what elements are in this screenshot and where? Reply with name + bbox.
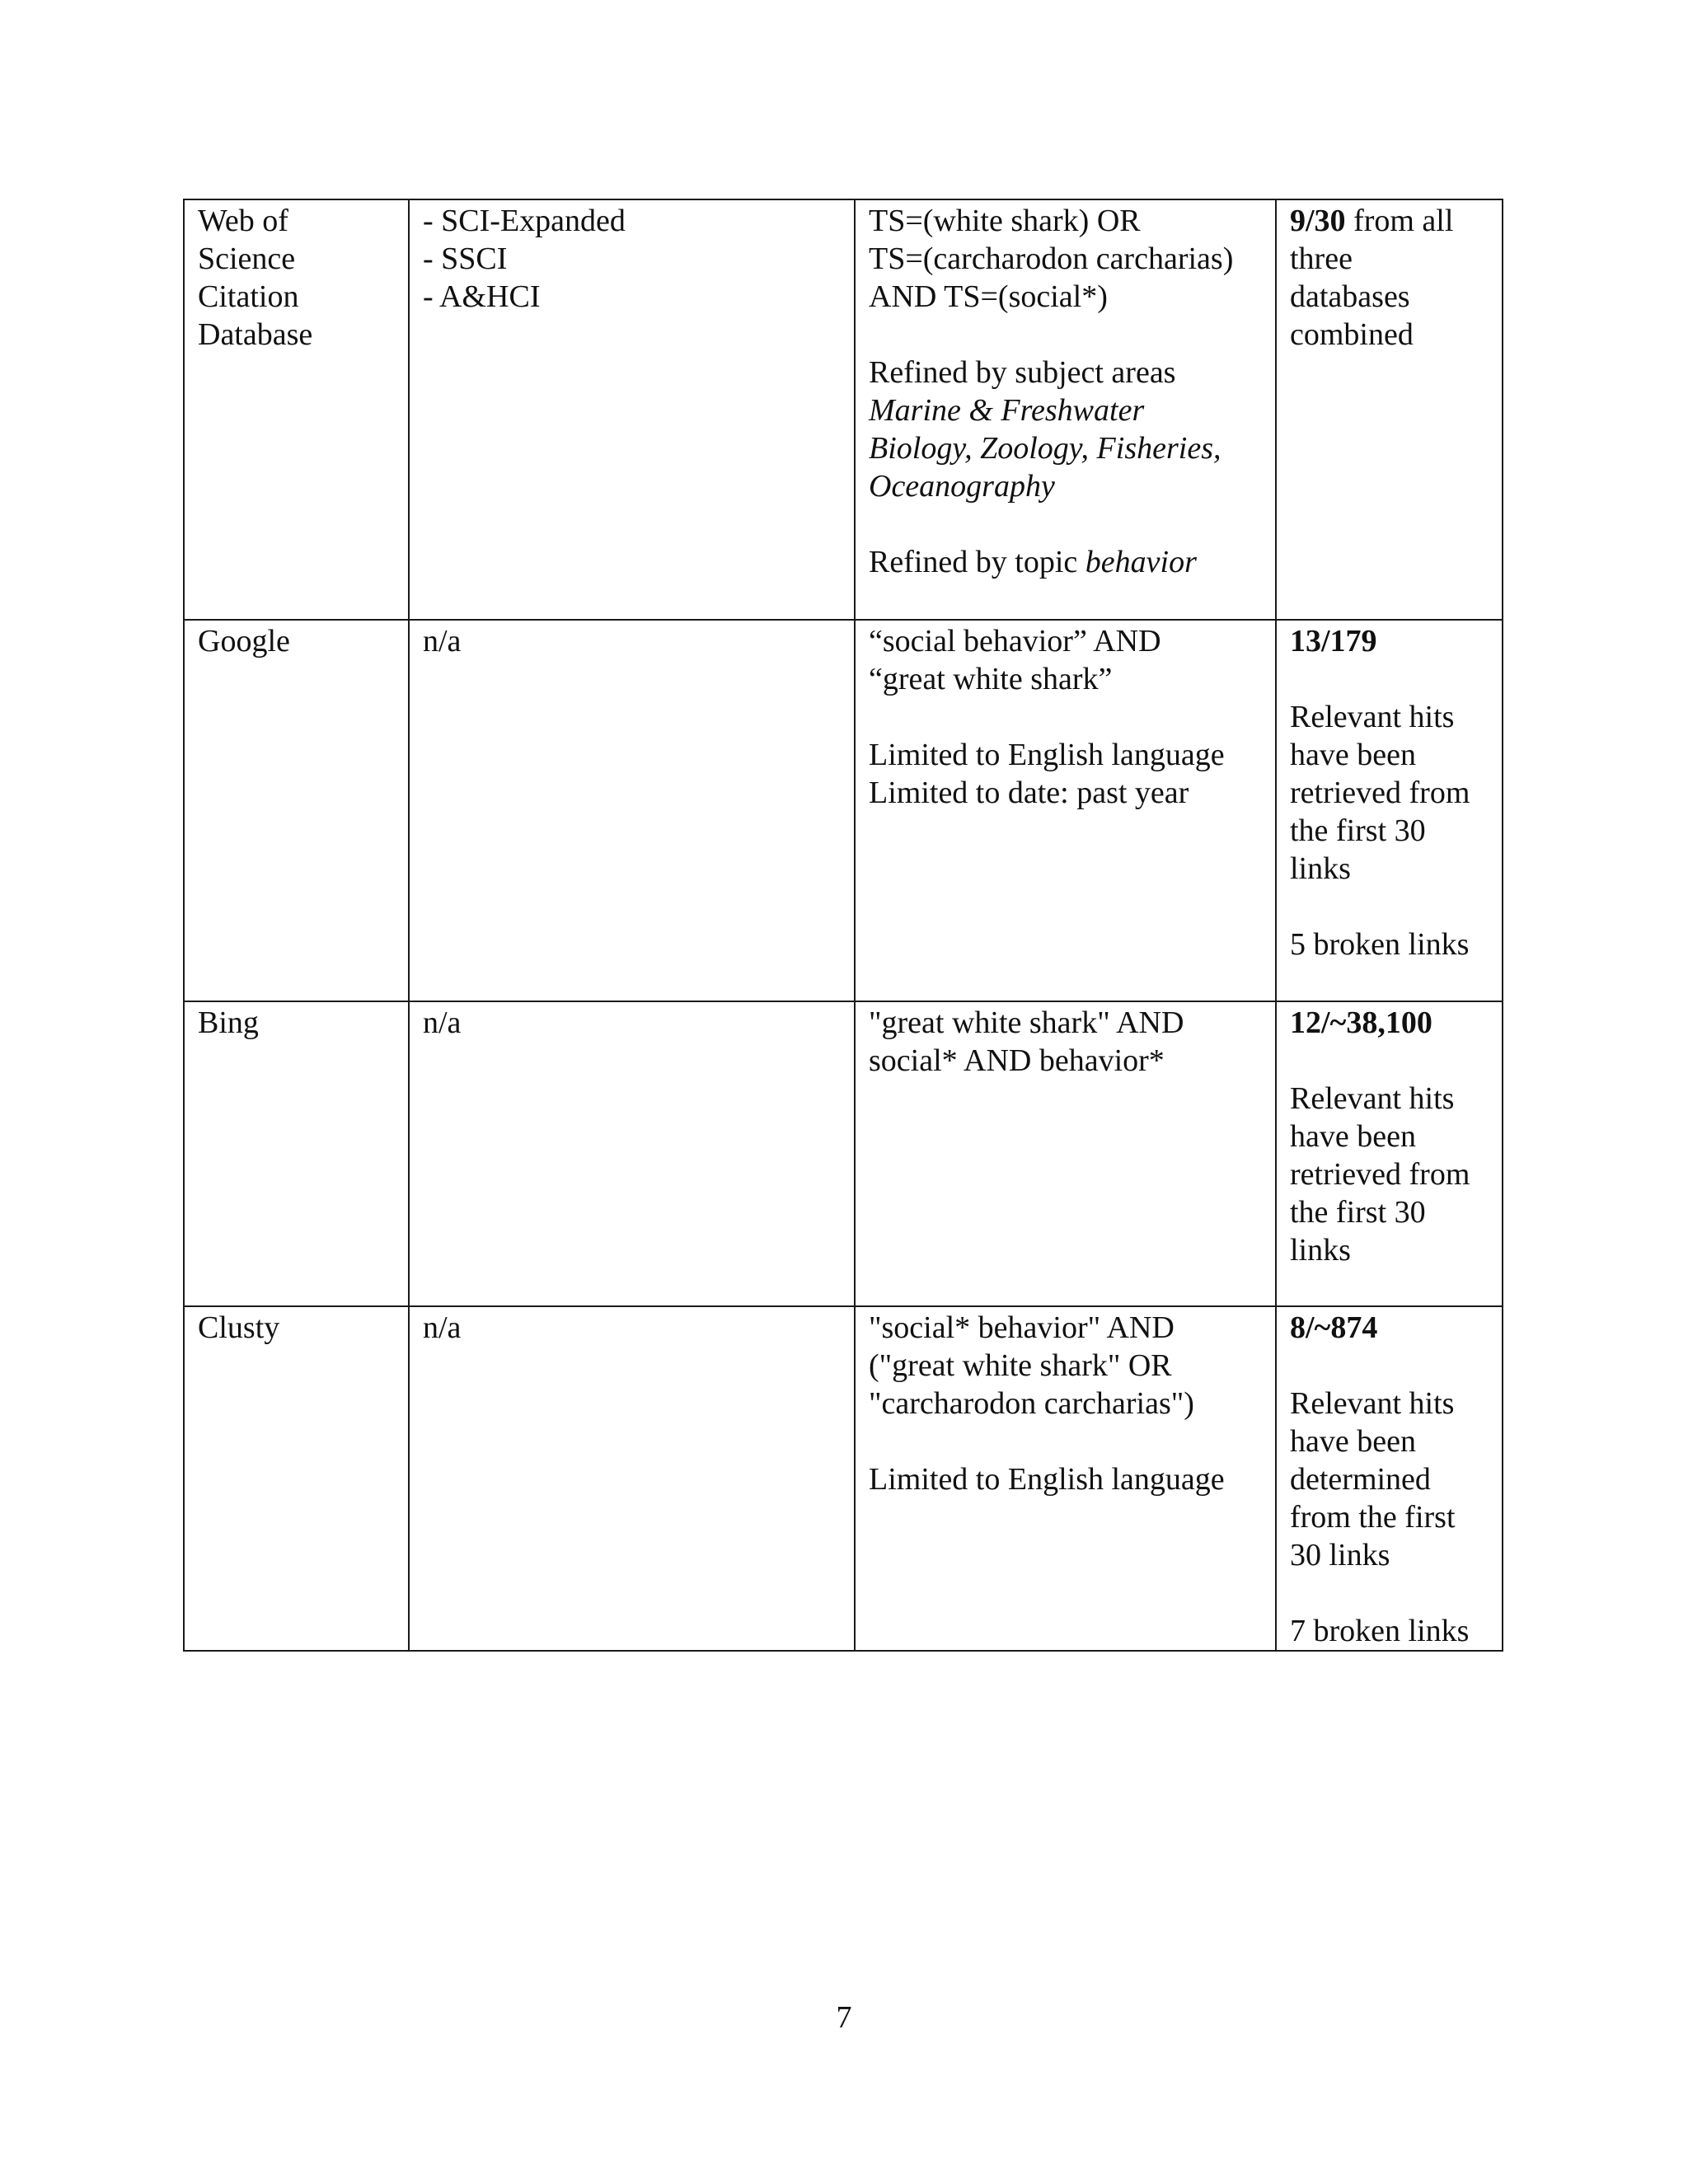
databases-cell [409, 199, 855, 620]
result-note-line: retrieved from [1290, 1157, 1470, 1192]
query-limit: Limited to English language [869, 738, 1225, 772]
results-cell [1276, 620, 1503, 1001]
source-line: Google [198, 624, 290, 658]
source-cell [184, 620, 409, 1001]
refine-subject-term: Biology, Zoology, Fisheries, [869, 431, 1221, 466]
table-row [184, 1001, 1503, 1306]
query-line: TS=(carcharodon carcharias) [869, 241, 1234, 276]
broken-links-note: 5 broken links [1290, 927, 1470, 962]
query-line: “social behavior” AND [869, 624, 1161, 658]
result-note-line: have been [1290, 1424, 1416, 1459]
result-count: 12/~38,100 [1290, 1005, 1432, 1040]
database-item: - A&HCI [423, 279, 541, 314]
result-note-line: have been [1290, 738, 1416, 772]
database-item: n/a [423, 1005, 462, 1040]
query-cell [855, 1001, 1276, 1306]
result-note-line: databases [1290, 279, 1410, 314]
source-cell [184, 199, 409, 620]
refine-subject-term: Marine & Freshwater [869, 393, 1145, 428]
query-line: "great white shark" AND [869, 1005, 1184, 1040]
source-line: Clusty [198, 1310, 280, 1345]
database-item: n/a [423, 624, 462, 658]
source-cell [184, 1001, 409, 1306]
search-results-table [183, 199, 1503, 1652]
result-note-line: the first 30 [1290, 1195, 1426, 1230]
refine-topic-label: Refined by topic [869, 545, 1085, 579]
database-item: n/a [423, 1310, 462, 1345]
query-line: “great white shark” [869, 662, 1113, 696]
result-note-line: have been [1290, 1119, 1416, 1154]
result-count: 8/~874 [1290, 1310, 1378, 1345]
result-note-line: Relevant hits [1290, 1081, 1455, 1116]
result-note-line: Relevant hits [1290, 1386, 1455, 1421]
result-note-line: 30 links [1290, 1538, 1390, 1572]
query-limit: Limited to English language [869, 1462, 1225, 1497]
table-row [184, 199, 1503, 620]
results-cell [1276, 1306, 1503, 1651]
table-row [184, 620, 1503, 1001]
refine-subject-label: Refined by subject areas [869, 355, 1176, 390]
database-item: - SCI-Expanded [423, 204, 626, 238]
result-count: 13/179 [1290, 624, 1377, 658]
database-item: - SSCI [423, 241, 508, 276]
result-note-line: the first 30 [1290, 813, 1426, 848]
query-line: ("great white shark" OR [869, 1348, 1172, 1383]
databases-cell [409, 1306, 855, 1651]
source-line: Web of [198, 204, 288, 238]
results-cell [1276, 1001, 1503, 1306]
query-line: "carcharodon carcharias") [869, 1386, 1194, 1421]
result-note-line: Relevant hits [1290, 700, 1455, 734]
query-line: AND TS=(social*) [869, 279, 1108, 314]
source-line: Science [198, 241, 296, 276]
source-line: Citation [198, 279, 299, 314]
query-line: TS=(white shark) OR [869, 204, 1141, 238]
refine-subject-term: Oceanography [869, 469, 1055, 504]
result-note-line: three [1290, 241, 1353, 276]
source-line: Database [198, 317, 313, 352]
result-count-suffix: from all [1345, 204, 1454, 238]
page-number: 7 [836, 2000, 852, 2035]
query-limit: Limited to date: past year [869, 776, 1189, 810]
databases-cell [409, 1001, 855, 1306]
result-note-line: from the first [1290, 1500, 1456, 1535]
query-line: social* AND behavior* [869, 1043, 1165, 1078]
results-cell [1276, 199, 1503, 620]
query-line: "social* behavior" AND [869, 1310, 1175, 1345]
source-line: Bing [198, 1005, 259, 1040]
query-cell [855, 620, 1276, 1001]
table-row [184, 1306, 1503, 1651]
refine-topic-term: behavior [1085, 545, 1197, 579]
broken-links-note: 7 broken links [1290, 1614, 1470, 1648]
query-cell [855, 1306, 1276, 1651]
result-note-line: combined [1290, 317, 1414, 352]
result-note-line: determined [1290, 1462, 1431, 1497]
result-note-line: links [1290, 851, 1351, 886]
result-count: 9/30 [1290, 204, 1346, 238]
result-note-line: retrieved from [1290, 776, 1470, 810]
databases-cell [409, 620, 855, 1001]
source-cell [184, 1306, 409, 1651]
result-note-line: links [1290, 1233, 1351, 1268]
query-cell [855, 199, 1276, 620]
